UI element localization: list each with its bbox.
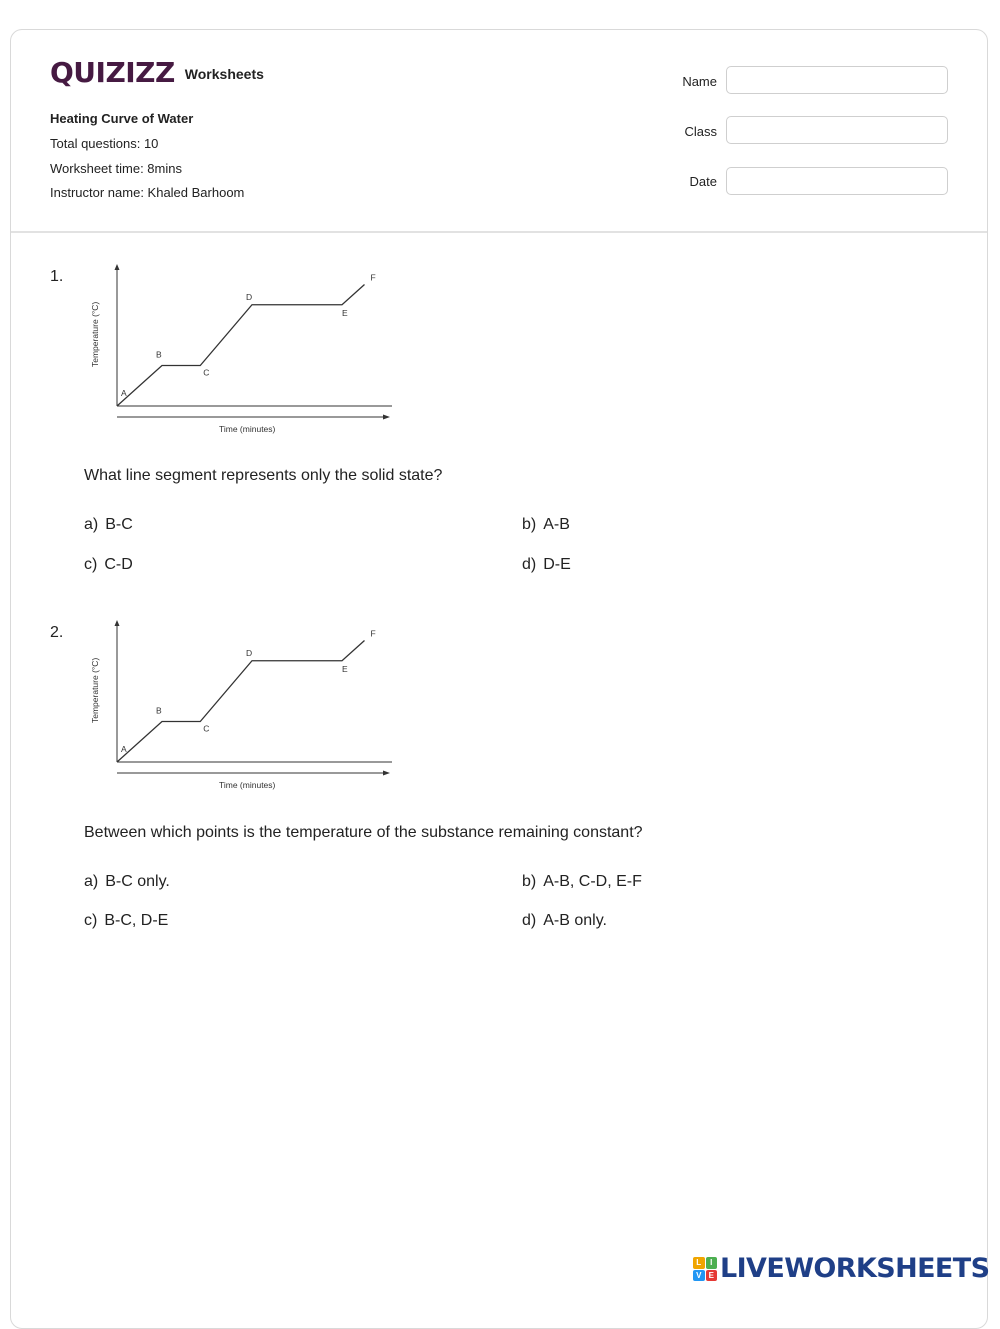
- point-label-e: E: [342, 663, 348, 674]
- question-1-option-c[interactable]: c) C-D: [84, 556, 133, 573]
- point-label-b: B: [156, 349, 162, 360]
- liveworksheets-logo: [693, 1254, 989, 1284]
- y-axis-label: Temperature (°C): [90, 657, 100, 723]
- quizizz-logo: QUIZIZZ: [50, 56, 175, 89]
- question-1-chart: [84, 258, 404, 448]
- worksheet-time: Worksheet time: 8mins: [50, 161, 182, 176]
- question-2-option-c[interactable]: c) B-C, D-E: [84, 912, 169, 929]
- x-axis-label: Time (minutes): [219, 424, 276, 434]
- date-field[interactable]: [726, 167, 948, 195]
- instructor-name: Instructor name: Khaled Barhoom: [50, 185, 245, 200]
- liveworksheets-wordmark: LIVEWORKSHEETS: [720, 1253, 990, 1284]
- question-2-chart: [84, 614, 404, 804]
- point-label-a: A: [121, 388, 127, 398]
- point-label-d: D: [246, 647, 253, 658]
- liveworksheets-badge-icon: [693, 1257, 717, 1281]
- time-arrow-head: [383, 771, 390, 776]
- time-arrow-head: [383, 415, 390, 420]
- question-1-prompt: What line segment represents only the solid state?: [84, 467, 443, 484]
- point-label-f: F: [370, 272, 376, 283]
- point-label-b: B: [156, 705, 162, 716]
- badge-letter: L: [693, 1257, 705, 1269]
- question-2-option-a[interactable]: a) B-C only.: [84, 873, 170, 890]
- brand: [50, 58, 264, 88]
- point-label-c: C: [203, 723, 210, 734]
- class-field[interactable]: [726, 116, 948, 144]
- y-axis-label: Temperature (°C): [90, 301, 100, 367]
- question-2-number: 2.: [50, 624, 64, 641]
- question-1-option-a[interactable]: a) B-C: [84, 516, 133, 533]
- x-axis-label: Time (minutes): [219, 780, 276, 790]
- badge-letter: I: [706, 1257, 718, 1269]
- heating-curve-line: [117, 285, 365, 407]
- question-2-option-d[interactable]: d) A-B only.: [522, 912, 607, 929]
- point-label-d: D: [246, 291, 253, 302]
- date-label: Date: [689, 174, 717, 189]
- badge-letter: E: [706, 1270, 718, 1282]
- point-label-e: E: [342, 307, 348, 318]
- question-1-option-d[interactable]: d) D-E: [522, 556, 571, 573]
- header-divider: [11, 231, 987, 233]
- point-label-f: F: [370, 628, 376, 639]
- question-2-option-b[interactable]: b) A-B, C-D, E-F: [522, 873, 642, 890]
- class-label: Class: [684, 124, 717, 139]
- y-axis-arrow: [115, 620, 120, 626]
- worksheet-title: Heating Curve of Water: [50, 111, 194, 126]
- question-2-prompt: Between which points is the temperature of the substance remaining constant?: [84, 824, 643, 841]
- name-field[interactable]: [726, 66, 948, 94]
- question-1-option-b[interactable]: b) A-B: [522, 516, 570, 533]
- brand-subtitle: Worksheets: [184, 66, 264, 82]
- total-questions: Total questions: 10: [50, 136, 159, 151]
- point-label-a: A: [121, 744, 127, 754]
- point-label-c: C: [203, 367, 210, 378]
- heating-curve-line: [117, 641, 365, 763]
- name-label: Name: [682, 74, 717, 89]
- y-axis-arrow: [115, 264, 120, 270]
- question-1-number: 1.: [50, 268, 64, 285]
- badge-letter: V: [693, 1270, 705, 1282]
